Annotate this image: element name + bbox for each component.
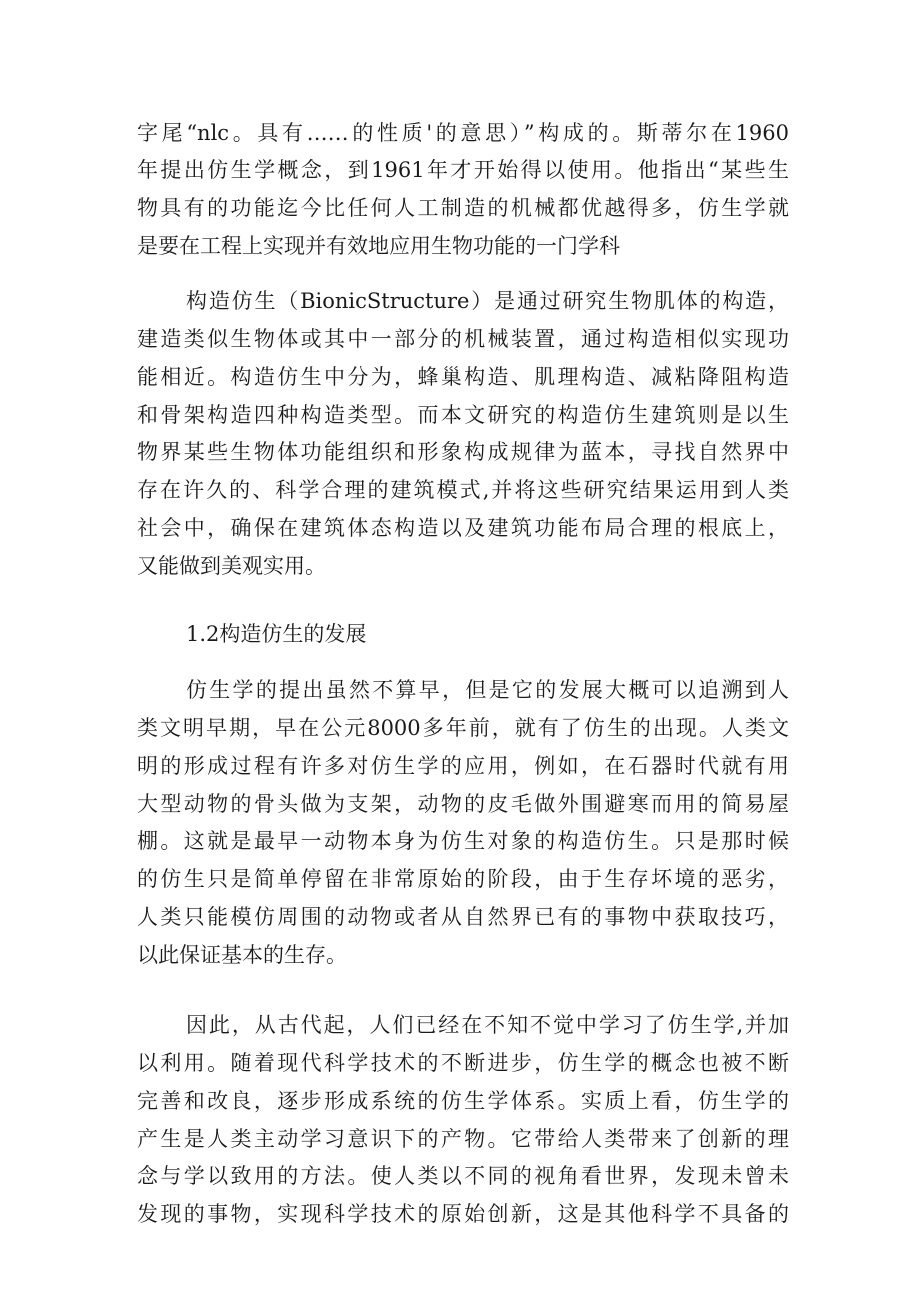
paragraph-3-line-3: 明的形成过程有许多对仿生学的应用，例如，在石器时代就有用 [137,754,789,778]
section-heading: 1.2构造仿生的发展 [186,622,367,646]
paragraph-4-line-6: 发现的事物，实现科学技术的原始创新，这是其他科学不具备的 [137,1202,789,1226]
paragraph-2-line-6: 存在许久的、科学合理的建筑模式,并将这些研究结果运用到人类 [137,478,789,502]
paragraph-2-line-7: 社会中，确保在建筑体态构造以及建筑功能布局合理的根底上， [137,516,789,540]
paragraph-2-line-3: 能相近。构造仿生中分为，蜂巢构造、肌理构造、减粘降阻构造 [137,365,789,389]
paragraph-2-line-5: 物界某些生物体功能组织和形象构成规律为蓝本，寻找自然界中 [137,440,789,464]
paragraph-3-line-8: 以此保证基本的生存。 [137,943,347,967]
paragraph-4-line-5: 念与学以致用的方法。使人类以不同的视角看世界，发现未曾未 [137,1164,789,1188]
paragraph-3-line-1: 仿生学的提出虽然不算早，但是它的发展大概可以追溯到人 [186,678,789,702]
paragraph-3-line-2: 类文明早期，早在公元8000多年前，就有了仿生的出现。人类文 [137,716,789,740]
paragraph-1-line-4: 是要在工程上实现并有效地应用生物功能的一门学科 [137,234,620,258]
paragraph-3-line-5: 棚。这就是最早一动物本身为仿生对象的构造仿生。只是那时候 [137,829,789,853]
paragraph-1-line-3: 物具有的功能迄今比任何人工制造的机械都优越得多，仿生学就 [137,196,789,220]
paragraph-1-line-2: 年提出仿生学概念，到1961年才开始得以使用。他指出“某些生 [137,158,789,182]
paragraph-3-line-7: 人类只能模仿周围的动物或者从自然界已有的事物中获取技巧， [137,905,789,929]
paragraph-2-line-1: 构造仿生（BionicStructure）是通过研究生物肌体的构造， [186,289,789,313]
paragraph-4-line-1: 因此，从古代起，人们已经在不知不觉中学习了仿生学,并加 [186,1013,789,1037]
paragraph-3-line-4: 大型动物的骨头做为支架，动物的皮毛做外围避寒而用的简易屋 [137,792,789,816]
paragraph-2-line-8: 又能做到美观实用。 [137,554,326,578]
paragraph-1-line-1: 字尾“nlc。具有……的性质'的意思）”构成的。斯蒂尔在1960 [137,121,789,145]
paragraph-4-line-3: 完善和改良，逐步形成系统的仿生学体系。实质上看，仿生学的 [137,1089,789,1113]
paragraph-2-line-4: 和骨架构造四种构造类型。而本文研究的构造仿生建筑则是以生 [137,403,789,427]
paragraph-3-line-6: 的仿生只是简单停留在非常原始的阶段，由于生存坏境的恶劣， [137,867,789,891]
paragraph-4-line-4: 产生是人类主动学习意识下的产物。它带给人类带来了创新的理 [137,1127,789,1151]
paragraph-4-line-2: 以利用。随着现代科学技术的不断进步，仿生学的概念也被不断 [137,1051,789,1075]
paragraph-2-line-2: 建造类似生物体或其中一部分的机械装置，通过构造相似实现功 [137,327,789,351]
